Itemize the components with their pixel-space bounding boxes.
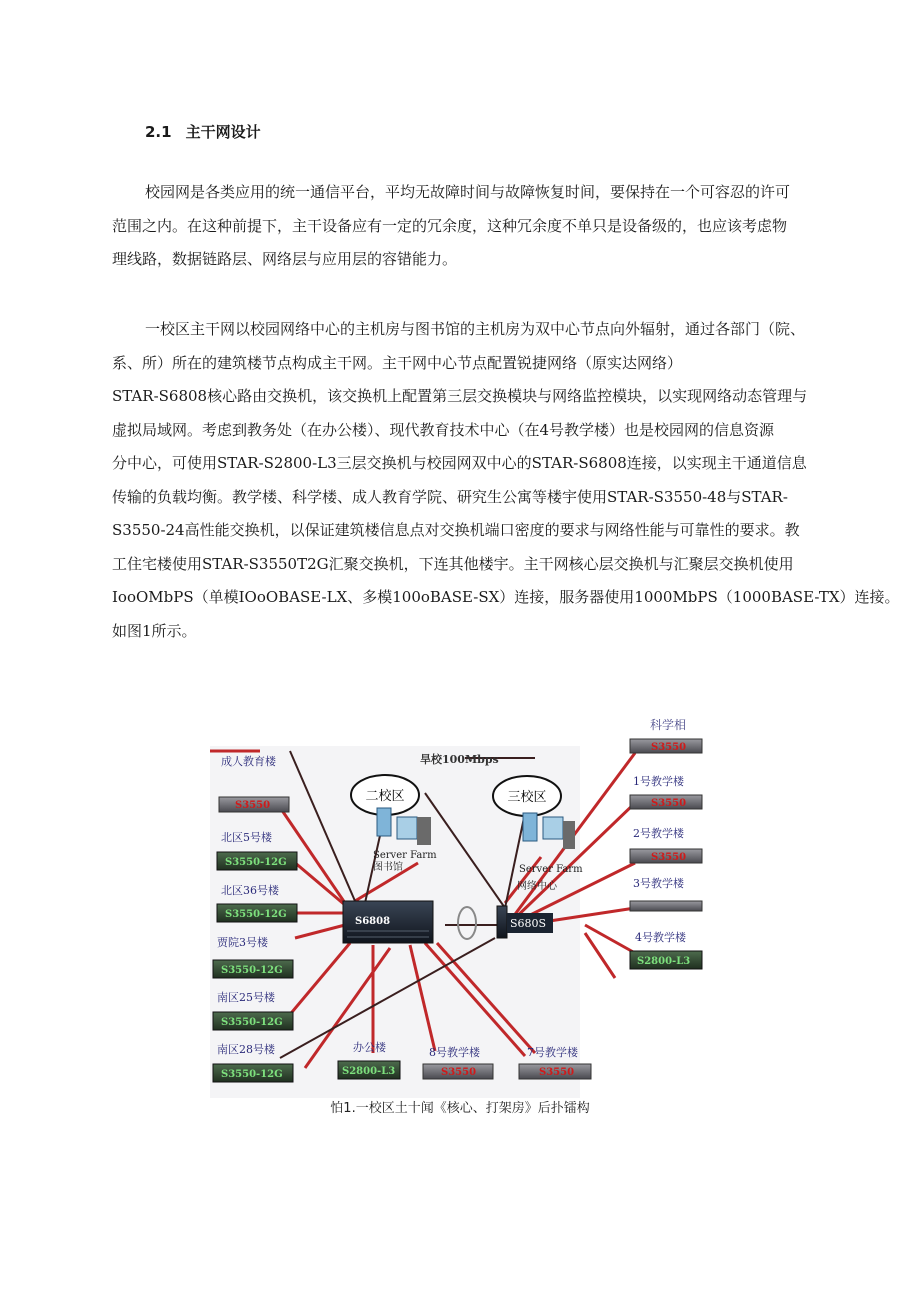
paragraph-line: STAR-S6808核心路由交换机，该交换机上配置第三层交换模块与网络监控模块，以实现网络动态管理与 [112, 387, 808, 405]
right-building-switch-label: S3550 [651, 852, 687, 863]
bottom-building-label: 8号教学楼 [429, 1046, 480, 1059]
figure-caption: 怕1.一校区土十闻《核心、打架房》后扑镭构 [330, 1101, 590, 1116]
left-building-label: 北区36号楼 [221, 884, 279, 897]
core-switch-s6808-label: S6808 [355, 916, 391, 927]
section-heading [145, 121, 261, 142]
network-topology-diagram [205, 713, 705, 1098]
paragraph-line: 范围之内。在这种前提下，主干设备应有一定的冗余度，这种冗余度不单只是设备级的，也应该考虑物 [112, 216, 788, 235]
right-building-label: 4号教学楼 [635, 931, 686, 944]
left-building-label: 南区25号楼 [217, 991, 275, 1004]
bottom-building-switch-label: S2800-L3 [342, 1066, 396, 1077]
left-building-label: 贾院3号楼 [217, 936, 268, 949]
left-building-switch-label: S3550-12G [221, 1017, 283, 1028]
left-building-switch-label: S3550-12G [225, 909, 287, 920]
right-building-label: 3号教学楼 [633, 877, 684, 890]
server-farm-right-label: Server Farm [519, 864, 583, 875]
bottom-building-label: 7号教学楼 [527, 1046, 578, 1059]
core-switch-s680s-label: S680S [510, 917, 547, 930]
left-building-switch-label: S3550-12G [225, 857, 287, 868]
paragraph-line: 校园网是各类应用的统一通信平台，平均无故障时间与故障恢复时间，要保持在一个可容忍的许可 [145, 183, 791, 201]
paragraph-line: 理线路，数据链路层、网络层与应用层的容错能力。 [112, 250, 458, 268]
section-title: 主干网设计 [185, 123, 261, 141]
paragraph-1 [112, 176, 812, 277]
paragraph-line: 工住宅楼使用STAR-S3550T2G汇聚交换机，下连其他楼宇。主干网核心层交换机与汇聚层交换机使用 [112, 554, 794, 573]
paragraph-line: IooOMbPS（单模IOoOBASE-LX、多模100oBASE-SX）连接，服务器使用1000MbPS（1000BASE-TX）连接。 [112, 588, 900, 606]
bottom-building-label: 办公楼 [353, 1041, 386, 1054]
library-label: 图书馆 [373, 862, 403, 873]
network-center-label: 网络中心 [517, 881, 557, 892]
right-building-label: 1号教学楼 [633, 775, 684, 788]
right-building-switch-label: S3550 [651, 742, 687, 753]
paragraph-2 [112, 313, 900, 648]
bottom-building-switch-label: S3550 [539, 1067, 575, 1078]
right-building-switch-icon [630, 901, 702, 911]
paragraph-line: 虚拟局域网。考虑到教务处（在办公楼）、现代教育技术中心（在4号教学楼）也是校园网的信息资源 [112, 420, 775, 439]
paragraph-line: 一校区主干网以校园网络中心的主机房与图书馆的主机房为双中心节点向外辐射，通过各部门（院、 [145, 320, 806, 338]
right-building-switch-label: S3550 [651, 798, 687, 809]
paragraph-line: 如图1所示。 [112, 621, 197, 640]
left-building-label: 成人教育楼 [221, 755, 276, 768]
paragraph-line: 分中心，可使用STAR-S2800-L3三层交换机与校园网双中心的STAR-S6808连接，以实现主干通道信息 [112, 454, 807, 472]
campus-3-label: 三校区 [507, 790, 547, 805]
left-building-switch-label: S3550-12G [221, 1069, 283, 1080]
left-building-switch-label: S3550 [235, 800, 271, 811]
left-building-switch-label: S3550-12G [221, 965, 283, 976]
paragraph-line: 传输的负载均衡。教学楼、科学楼、成人教育学院、研究生公寓等楼宇使用STAR-S3550-48与STAR- [112, 487, 788, 506]
left-building-label: 南区28号楼 [217, 1043, 275, 1056]
server-farm-left-label: Server Farm [373, 850, 437, 861]
paragraph-line: 系、所）所在的建筑楼节点构成主干网。主干网中心节点配置锐捷网络（原实达网络） [112, 353, 683, 372]
bottom-building-switch-label: S3550 [441, 1067, 477, 1078]
right-building-label: 科学相 [650, 718, 687, 732]
campus-2-label: 二校区 [365, 789, 405, 804]
right-building-switch-label: S2800-L3 [637, 956, 691, 967]
left-building-label: 北区5号楼 [221, 831, 272, 844]
paragraph-line: S3550-24高性能交换机，以保证建筑楼信息点对交换机端口密度的要求与网络性能与可靠性的要求。教 [112, 521, 800, 539]
right-building-label: 2号教学楼 [633, 827, 684, 840]
wan-link-label: 旱校100Mbps [420, 753, 499, 766]
section-number: 2.1 [145, 123, 172, 141]
